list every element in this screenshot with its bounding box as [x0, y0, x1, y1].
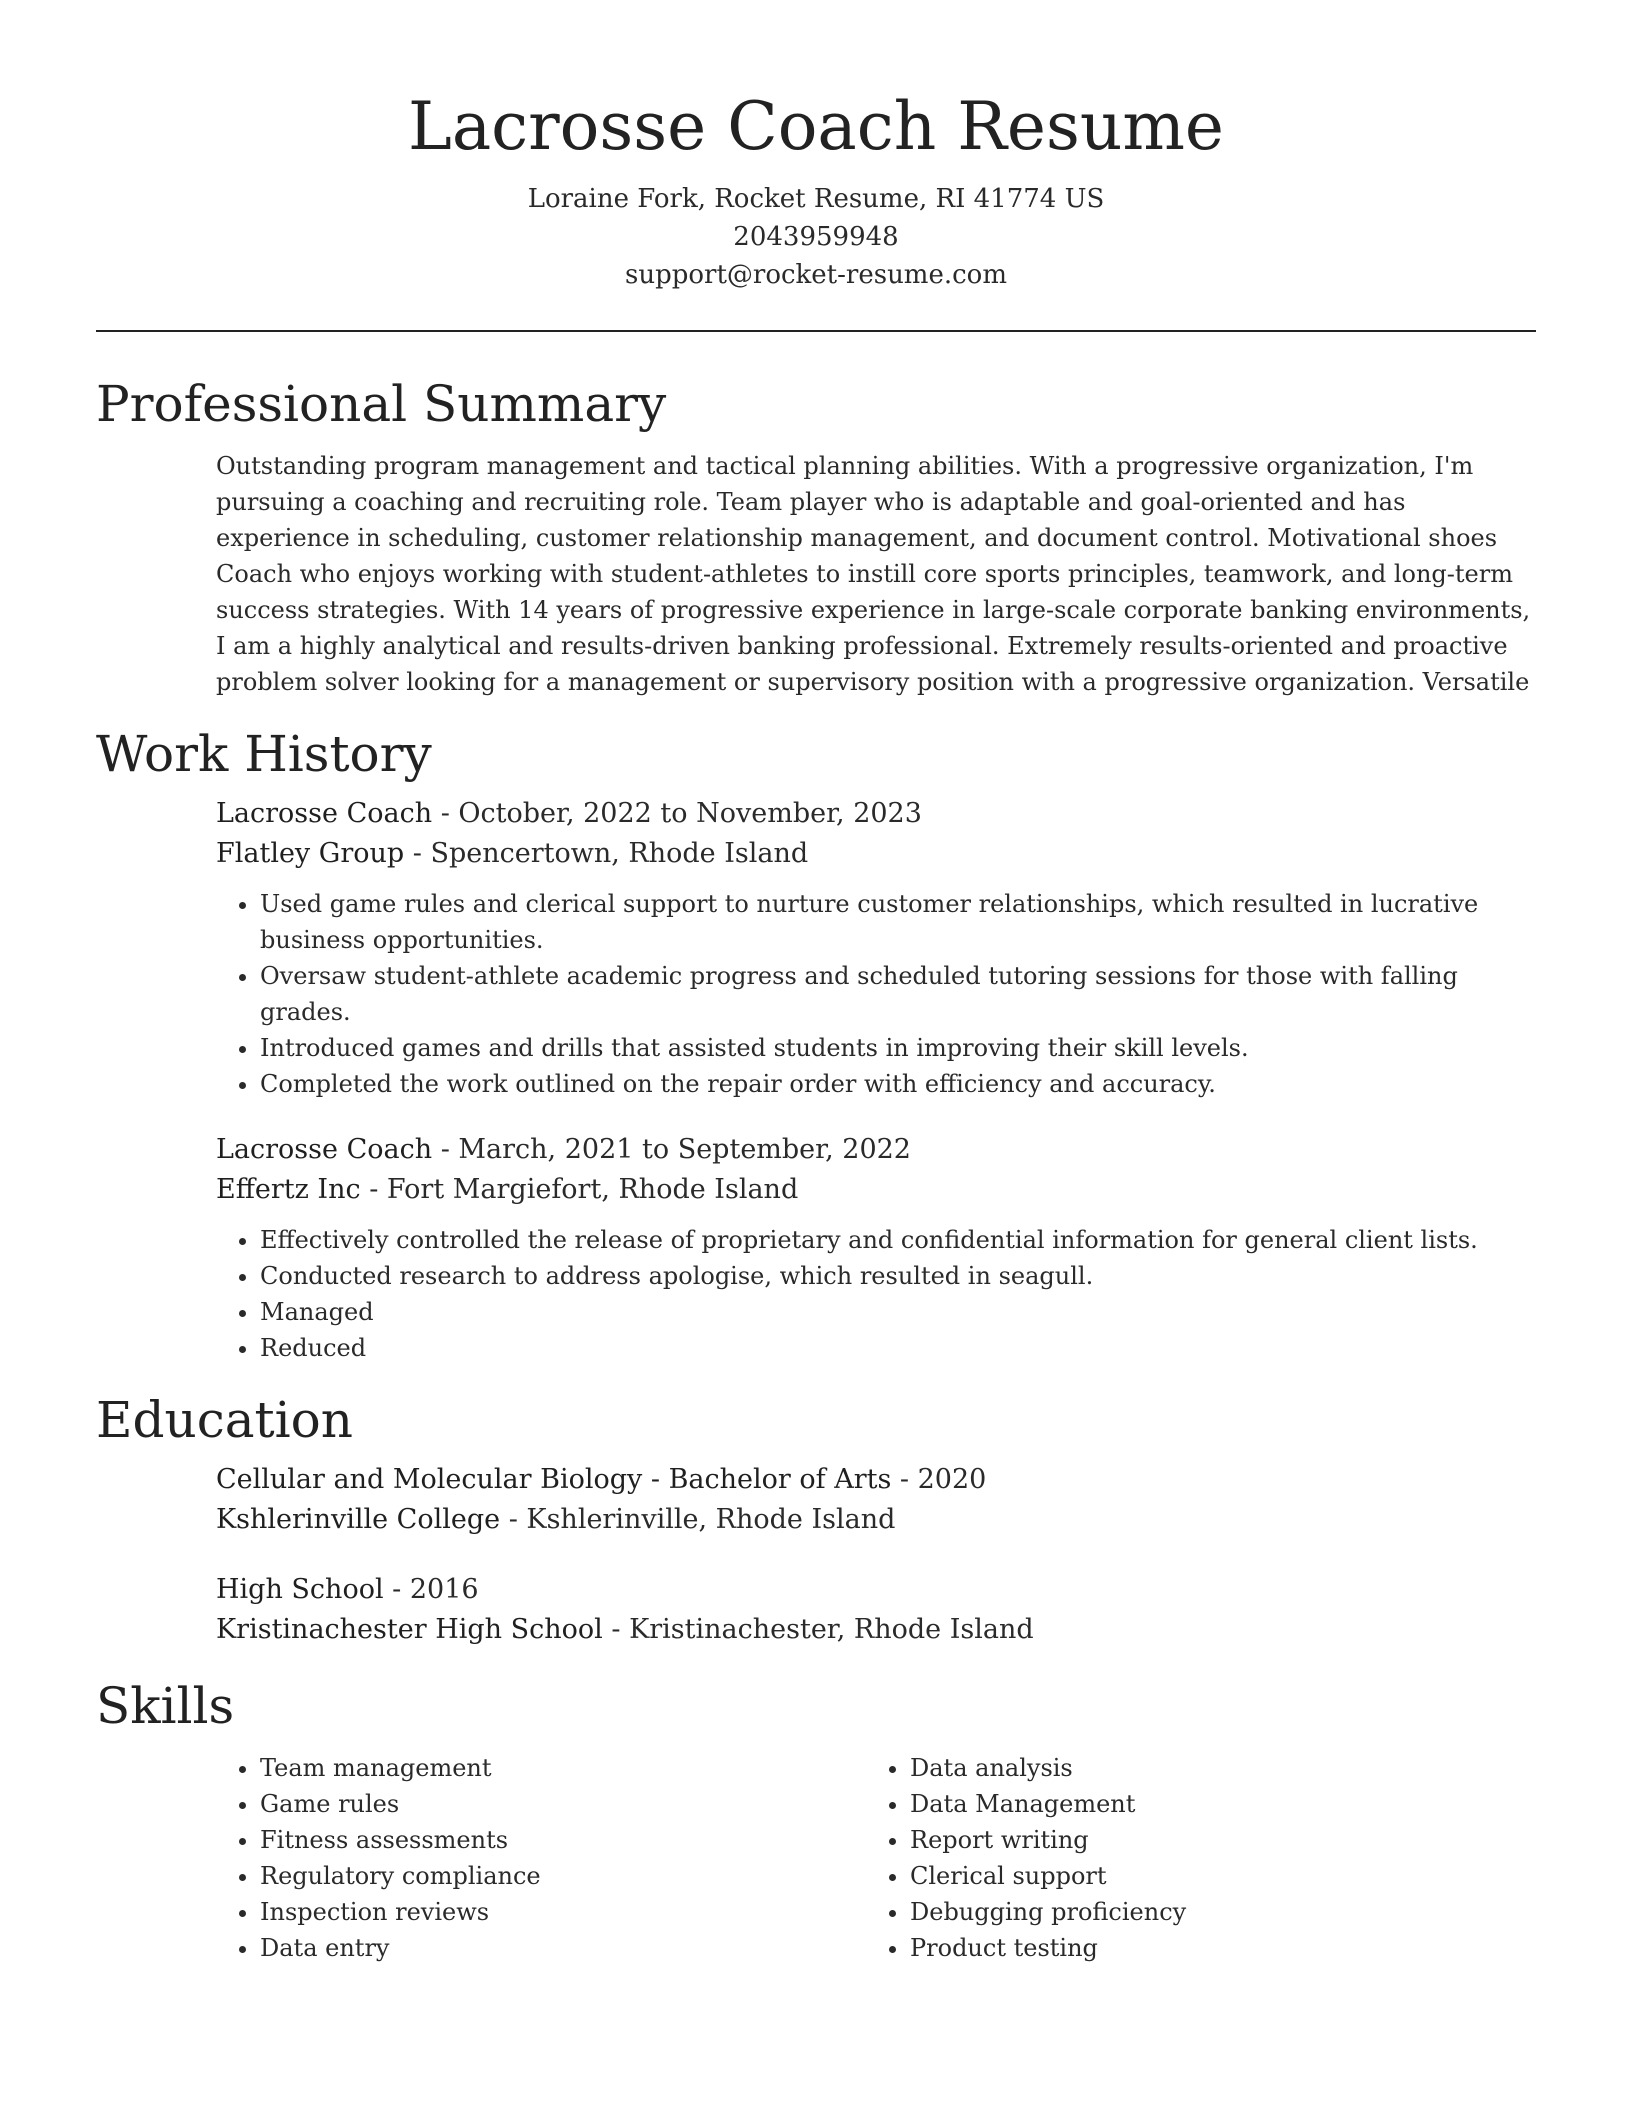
education-degree-line — [216, 1460, 1536, 1500]
skills-column-left — [216, 1750, 866, 1966]
job-bullet: • Completed the work outlined on the repair order with efficiency and accuracy. — [260, 1066, 1536, 1102]
job-title-line — [216, 794, 1536, 834]
job-bullet: • Reduced — [260, 1330, 1536, 1366]
job-company: Flatley Group — [216, 838, 405, 869]
job-bullet: • Introduced games and drills that assisted students in improving their skill levels. — [260, 1030, 1536, 1066]
contact-email: support@rocket-resume.com — [624, 260, 1007, 290]
skill-item: • Game rules — [260, 1786, 866, 1822]
job-dates: - March, 2021 to September, 2022 — [432, 1134, 911, 1165]
skills-section — [96, 1674, 1536, 1966]
education-school-line — [216, 1610, 1536, 1650]
job-dates: - October, 2022 to November, 2023 — [432, 798, 922, 829]
job-location: - Spencertown, Rhode Island — [404, 838, 809, 869]
contact-phone: 2043959948 — [733, 222, 899, 252]
skill-item: • Data entry — [260, 1930, 866, 1966]
job-entry — [216, 1130, 1536, 1366]
education-section — [96, 1388, 1536, 1650]
job-bullet: • Managed — [260, 1294, 1536, 1330]
work-section — [96, 722, 1536, 1366]
job-bullets — [216, 1222, 1536, 1366]
skill-item: • Data Management — [910, 1786, 1516, 1822]
education-location: - Kristinachester, Rhode Island — [602, 1614, 1034, 1645]
resume-page — [96, 0, 1536, 1966]
job-bullet: • Effectively controlled the release of proprietary and confidential information for general client lists. — [260, 1222, 1536, 1258]
skills-columns — [216, 1750, 1536, 1966]
job-entry — [216, 794, 1536, 1102]
resume-title: Lacrosse Coach Resume — [407, 88, 1224, 165]
work-heading: Work History — [96, 725, 432, 783]
education-entry — [216, 1460, 1536, 1540]
education-degree-line — [216, 1570, 1536, 1610]
summary-heading: Professional Summary — [96, 375, 667, 433]
job-bullet: • Conducted research to address apologise, which resulted in seagull. — [260, 1258, 1536, 1294]
skill-item: • Data analysis — [910, 1750, 1516, 1786]
skill-item: • Product testing — [910, 1930, 1516, 1966]
job-title-line — [216, 1130, 1536, 1170]
education-year: - 2020 — [891, 1464, 987, 1495]
education-year: - 2016 — [383, 1574, 479, 1605]
job-bullets — [216, 886, 1536, 1102]
job-company: Effertz Inc — [216, 1174, 361, 1205]
summary-text: Outstanding program management and tactical planning abilities. With a progressive organization, I'm pursuing a coaching and recruiting role. Team player who is adaptable and goal-oriented and has experience in scheduling, customer relationship management, and document control. Motivational shoes Coach who enjoys working with student-athletes to instill core sports principles, teamwork, and long-term success strategies. With 14 years of progressive experience in large-scale corporate banking environments, I am a highly analytical and results-driven banking professional. Extremely results-oriented and proactive problem solver looking for a management or supervisory position with a progressive organization. Versatile — [216, 452, 1531, 696]
job-bullet: • Oversaw student-athlete academic progress and scheduled tutoring sessions for those with falling grades. — [260, 958, 1536, 1030]
job-location: - Fort Margiefort, Rhode Island — [360, 1174, 799, 1205]
skill-item: • Report writing — [910, 1822, 1516, 1858]
skill-item: • Clerical support — [910, 1858, 1516, 1894]
header-divider — [96, 330, 1536, 332]
contact-block — [96, 180, 1536, 294]
job-title: Lacrosse Coach — [216, 798, 433, 829]
skills-list-right — [866, 1750, 1516, 1966]
skills-heading: Skills — [96, 1677, 235, 1735]
education-entry — [216, 1570, 1536, 1650]
skill-item: • Inspection reviews — [260, 1894, 866, 1930]
education-school: Kristinachester High School — [216, 1614, 603, 1645]
resume-header — [96, 0, 1536, 294]
education-degree: Cellular and Molecular Biology - Bachelor of Arts — [216, 1464, 892, 1495]
job-bullet: • Used game rules and clerical support to nurture customer relationships, which resulted in lucrative business opportunities. — [260, 886, 1536, 958]
education-school-line — [216, 1500, 1536, 1540]
education-school: Kshlerinville College — [216, 1504, 501, 1535]
summary-body — [216, 448, 1536, 700]
skills-list-left — [216, 1750, 866, 1966]
job-title: Lacrosse Coach — [216, 1134, 433, 1165]
contact-address: Loraine Fork, Rocket Resume, RI 41774 US — [527, 184, 1105, 214]
education-degree: High School — [216, 1574, 384, 1605]
skill-item: • Fitness assessments — [260, 1822, 866, 1858]
summary-section — [96, 372, 1536, 700]
job-company-line — [216, 1170, 1536, 1210]
job-company-line — [216, 834, 1536, 874]
skill-item: • Regulatory compliance — [260, 1858, 866, 1894]
skill-item: • Team management — [260, 1750, 866, 1786]
education-location: - Kshlerinville, Rhode Island — [500, 1504, 896, 1535]
skill-item: • Debugging proficiency — [910, 1894, 1516, 1930]
education-heading: Education — [96, 1391, 353, 1449]
skills-column-right — [866, 1750, 1516, 1966]
